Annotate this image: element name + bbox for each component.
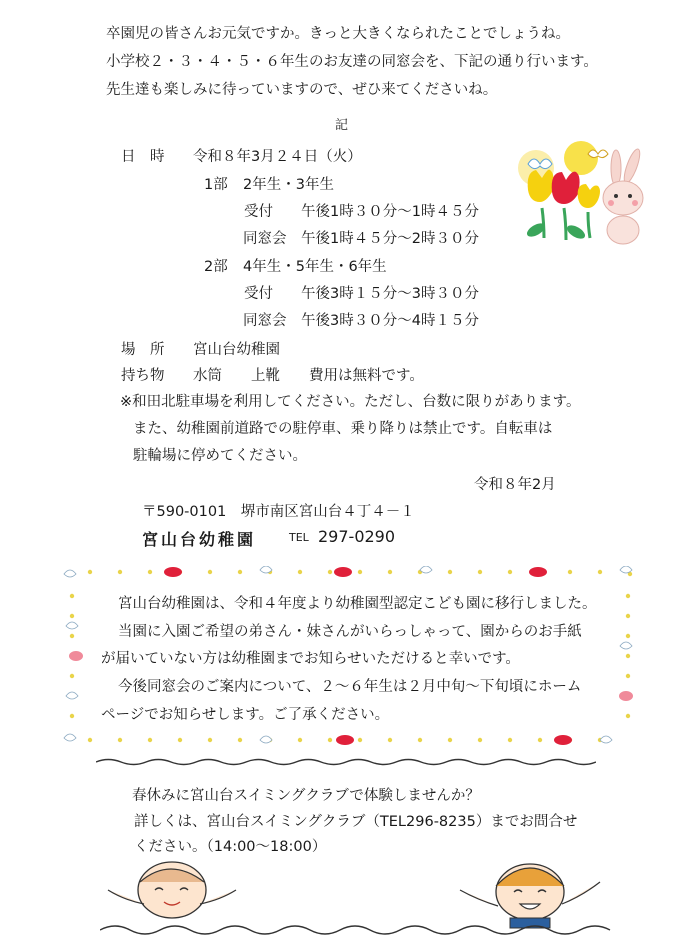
parking-line-3: 駐輪場に停めてください。 — [133, 448, 307, 464]
tel-label: TEL — [289, 531, 309, 544]
part1-reunion-time: 午後1時４５分～2時３０分 — [301, 231, 479, 247]
items-value: 水筒 上靴 費用は無料です。 — [193, 368, 424, 384]
part1-reception-label: 受付 — [244, 204, 273, 220]
part1-grades: 2年生・3年生 — [243, 177, 334, 193]
swim-line-3: ください。（14:00～18:00） — [134, 839, 327, 855]
intro-line-2: 小学校２・３・４・５・６年生のお友達の同窓会を、下記の通り行います。 — [106, 54, 598, 70]
org-name: 宮山台幼稚園 — [142, 530, 257, 549]
bunny-icon — [603, 147, 643, 244]
notice-line-3: が届いていない方は幼稚園までお知らせいただけると幸いです。 — [101, 651, 520, 667]
part2-reunion-label: 同窓会 — [243, 313, 287, 329]
tel-number: 297-0290 — [318, 527, 396, 546]
part2-reception-label: 受付 — [244, 286, 273, 302]
notice-line-2: 当園に入園ご希望の弟さん・妹さんがいらっしゃって、園からのお手紙 — [118, 624, 582, 640]
part1-reunion-label: 同窓会 — [243, 231, 287, 247]
part1-reception-time: 午後1時３０分～1時４５分 — [301, 204, 479, 220]
notice-line-5: ページでお知らせします。ご了承ください。 — [101, 707, 390, 723]
address: 〒590-0101 堺市南区宮山台４丁４－１ — [142, 504, 415, 520]
parking-line-1: ※和田北駐車場を利用してください。ただし、台数に限りがあります。 — [120, 394, 581, 410]
date-label: 日 時 — [121, 149, 165, 165]
issue-date: 令和８年2月 — [474, 477, 556, 493]
place-value: 宮山台幼稚園 — [193, 342, 280, 358]
butterfly-icon-2 — [588, 150, 608, 158]
yellow-tulip-icon-2 — [578, 184, 600, 208]
place-label: 場 所 — [121, 342, 165, 358]
part2-reunion-time: 午後3時３０分～4時１５分 — [301, 313, 479, 329]
items-label: 持ち物 — [121, 368, 165, 384]
parking-line-2: また、幼稚園前道路での駐停車、乗り降りは禁止です。自転車は — [133, 421, 553, 437]
swimmer-right-icon — [460, 864, 600, 928]
swimming-kids-illustration — [100, 860, 620, 945]
tulip-bunny-illustration — [506, 138, 656, 246]
notice-line-1: 宮山台幼稚園は、令和４年度より幼稚園型認定こども園に移行しました。 — [118, 596, 597, 612]
wave-divider — [96, 757, 596, 767]
intro-line-1: 卒園児の皆さんお元気ですか。きっと大きくなられたことでしょうね。 — [106, 26, 570, 42]
part2-grades: 4年生・5年生・6年生 — [243, 259, 387, 275]
part2-reception-time: 午後3時１５分～3時３０分 — [301, 286, 479, 302]
red-tulip-icon — [552, 172, 580, 204]
date-value: 令和８年3月２４日（火） — [193, 149, 362, 165]
swim-line-2: 詳しくは、宮山台スイミングクラブ（TEL296-8235）までお問合せ — [134, 814, 578, 830]
intro-line-3: 先生達も楽しみに待っていますので、ぜひ来てくださいね。 — [106, 82, 498, 98]
swimmer-left-icon — [108, 862, 236, 918]
notice-line-4: 今後同窓会のご案内について、２～６年生は２月中旬～下旬頃にホーム — [118, 679, 582, 695]
swim-line-1: 春休みに宮山台スイミングクラブで体験しませんか？ — [132, 788, 480, 804]
part2-title: 2部 — [204, 259, 228, 275]
ki-heading: 記 — [335, 118, 349, 133]
part1-title: 1部 — [204, 177, 228, 193]
